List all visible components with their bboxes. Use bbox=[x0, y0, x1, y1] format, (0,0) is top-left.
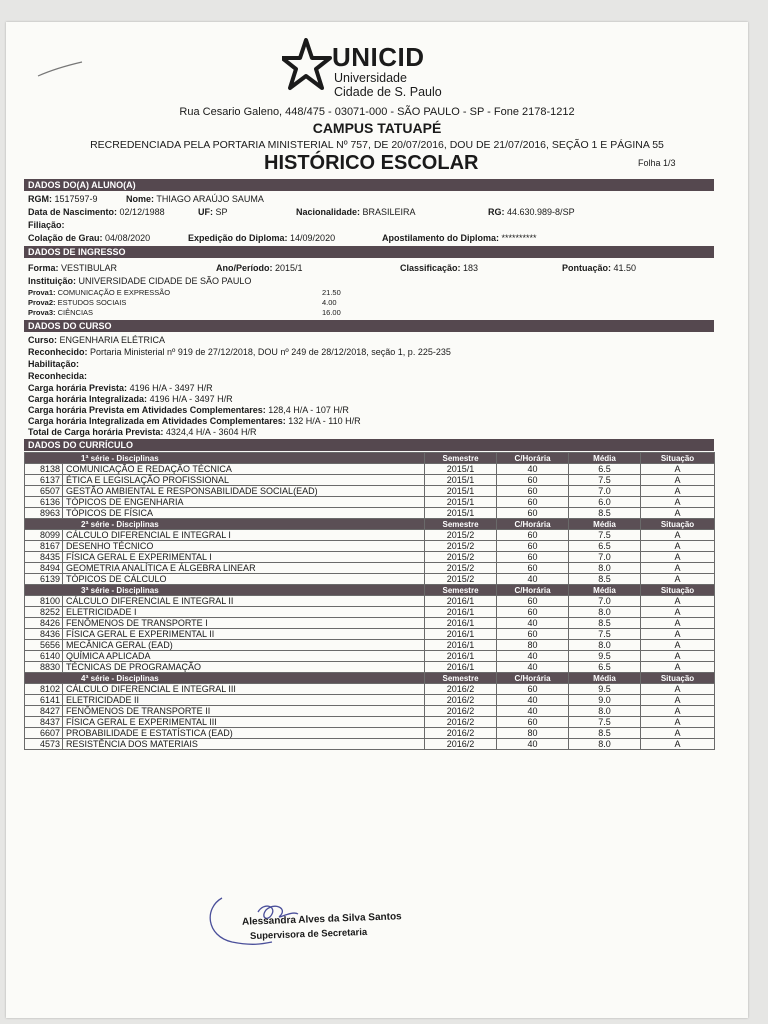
carga-horaria: 60 bbox=[497, 486, 569, 497]
discipline-code: 8494 bbox=[25, 563, 63, 574]
discipline-code: 8436 bbox=[25, 629, 63, 640]
carga-horaria: 40 bbox=[497, 662, 569, 673]
situacao: A bbox=[641, 552, 715, 563]
col-situacao-header: Situação bbox=[641, 673, 715, 684]
table-row bbox=[25, 475, 715, 486]
media: 8.0 bbox=[569, 706, 641, 717]
carga-horaria: 40 bbox=[497, 574, 569, 585]
table-row bbox=[25, 684, 715, 695]
discipline-code: 6607 bbox=[25, 728, 63, 739]
situacao: A bbox=[641, 629, 715, 640]
col-semestre-header: Semestre bbox=[425, 673, 497, 684]
media: 9.0 bbox=[569, 695, 641, 706]
table-row bbox=[25, 508, 715, 519]
unicid-logo bbox=[282, 38, 452, 98]
campus-name: CAMPUS TATUAPÉ bbox=[312, 120, 442, 136]
discipline-name: DESENHO TÉCNICO bbox=[63, 541, 425, 552]
table-row bbox=[25, 695, 715, 706]
situacao: A bbox=[641, 618, 715, 629]
table-row bbox=[25, 706, 715, 717]
situacao: A bbox=[641, 563, 715, 574]
col-semestre-header: Semestre bbox=[425, 453, 497, 464]
semester: 2016/1 bbox=[425, 596, 497, 607]
prova-3-score: 16.00 bbox=[322, 308, 341, 317]
col-carga-horaria-header: C/Horária bbox=[497, 519, 569, 530]
situacao: A bbox=[641, 706, 715, 717]
situacao: A bbox=[641, 739, 715, 750]
serie-header-row bbox=[25, 519, 715, 530]
serie-header-row bbox=[25, 585, 715, 596]
ch-prevista-field: Carga horária Prevista: 4196 H/A - 3497 H/R bbox=[28, 383, 213, 393]
carga-horaria: 40 bbox=[497, 464, 569, 475]
signatory-role: Supervisora de Secretaria bbox=[249, 926, 368, 943]
ch-prevista-ac-field: Carga horária Prevista em Atividades Complementares: 128,4 H/A - 107 H/R bbox=[28, 405, 349, 415]
col-situacao-header: Situação bbox=[641, 519, 715, 530]
semester: 2016/2 bbox=[425, 684, 497, 695]
discipline-name: CÁLCULO DIFERENCIAL E INTEGRAL III bbox=[63, 684, 425, 695]
rgm-field: RGM: 1517597-9 bbox=[28, 194, 98, 204]
reconhecido-field: Reconhecido: Portaria Ministerial nº 919 de 27/12/2018, DOU nº 249 de 28/12/2018, seção 1, p. 225-235 bbox=[28, 347, 451, 357]
carga-horaria: 60 bbox=[497, 530, 569, 541]
table-row bbox=[25, 739, 715, 750]
discipline-code: 6137 bbox=[25, 475, 63, 486]
semester: 2015/2 bbox=[425, 563, 497, 574]
apostilamento-field: Apostilamento do Diploma: ********** bbox=[382, 233, 537, 243]
semester: 2016/2 bbox=[425, 706, 497, 717]
nacionalidade-field: Nacionalidade: BRASILEIRA bbox=[296, 207, 416, 217]
semester: 2016/2 bbox=[425, 695, 497, 706]
situacao: A bbox=[641, 497, 715, 508]
situacao: A bbox=[641, 541, 715, 552]
nome-field: Nome: THIAGO ARAÚJO SAUMA bbox=[126, 194, 264, 204]
media: 8.5 bbox=[569, 508, 641, 519]
logo-subtitle-1: Universidade bbox=[334, 71, 407, 85]
rg-field: RG: 44.630.989-8/SP bbox=[488, 207, 575, 217]
table-row bbox=[25, 552, 715, 563]
discipline-name: FÍSICA GERAL E EXPERIMENTAL III bbox=[63, 717, 425, 728]
discipline-code: 6136 bbox=[25, 497, 63, 508]
semester: 2016/1 bbox=[425, 662, 497, 673]
table-row bbox=[25, 464, 715, 475]
semester: 2016/1 bbox=[425, 629, 497, 640]
semester: 2016/1 bbox=[425, 651, 497, 662]
table-row bbox=[25, 717, 715, 728]
col-media-header: Média bbox=[569, 585, 641, 596]
media: 8.0 bbox=[569, 640, 641, 651]
section-header-aluno: DADOS DO(A) ALUNO(A) bbox=[24, 179, 714, 191]
col-carga-horaria-header: C/Horária bbox=[497, 453, 569, 464]
serie-title: 2ª série - Disciplinas bbox=[25, 519, 425, 530]
carga-horaria: 40 bbox=[497, 706, 569, 717]
col-media-header: Média bbox=[569, 519, 641, 530]
table-row bbox=[25, 618, 715, 629]
discipline-name: CÁLCULO DIFERENCIAL E INTEGRAL II bbox=[63, 596, 425, 607]
table-row bbox=[25, 497, 715, 508]
semester: 2016/2 bbox=[425, 717, 497, 728]
semester: 2016/1 bbox=[425, 618, 497, 629]
media: 6.5 bbox=[569, 541, 641, 552]
table-row bbox=[25, 596, 715, 607]
grades-table bbox=[24, 452, 715, 750]
discipline-code: 6140 bbox=[25, 651, 63, 662]
ch-integralizada-field: Carga horária Integralizada: 4196 H/A - 3497 H/R bbox=[28, 394, 233, 404]
signatory-name: Alessandra Alves da Silva Santos bbox=[241, 911, 402, 928]
discipline-code: 8427 bbox=[25, 706, 63, 717]
document-title: HISTÓRICO ESCOLAR bbox=[264, 152, 479, 174]
semester: 2015/1 bbox=[425, 464, 497, 475]
semester: 2015/2 bbox=[425, 541, 497, 552]
media: 7.0 bbox=[569, 552, 641, 563]
semester: 2015/1 bbox=[425, 486, 497, 497]
serie-title: 3ª série - Disciplinas bbox=[25, 585, 425, 596]
expedicao-field: Expedição do Diploma: 14/09/2020 bbox=[188, 233, 336, 243]
serie-header-row bbox=[25, 453, 715, 464]
carga-horaria: 60 bbox=[497, 541, 569, 552]
serie-title: 1ª série - Disciplinas bbox=[25, 453, 425, 464]
discipline-code: 8963 bbox=[25, 508, 63, 519]
discipline-name: CÁLCULO DIFERENCIAL E INTEGRAL I bbox=[63, 530, 425, 541]
discipline-code: 6141 bbox=[25, 695, 63, 706]
carga-horaria: 40 bbox=[497, 695, 569, 706]
situacao: A bbox=[641, 640, 715, 651]
section-header-ingresso: DADOS DE INGRESSO bbox=[24, 246, 714, 258]
semester: 2015/1 bbox=[425, 508, 497, 519]
forma-field: Forma: VESTIBULAR bbox=[28, 263, 118, 273]
discipline-name: QUÍMICA APLICADA bbox=[63, 651, 425, 662]
filiacao-field: Filiação: bbox=[28, 220, 65, 230]
curso-field: Curso: ENGENHARIA ELÉTRICA bbox=[28, 335, 166, 345]
ch-integralizada-ac-field: Carga horária Integralizada em Atividades Complementares: 132 H/A - 110 H/R bbox=[28, 416, 361, 426]
discipline-name: RESISTÊNCIA DOS MATERIAIS bbox=[63, 739, 425, 750]
semester: 2016/1 bbox=[425, 607, 497, 618]
discipline-name: ÉTICA E LEGISLAÇÃO PROFISSIONAL bbox=[63, 475, 425, 486]
discipline-code: 8252 bbox=[25, 607, 63, 618]
table-row bbox=[25, 629, 715, 640]
semester: 2015/1 bbox=[425, 475, 497, 486]
serie-title: 4ª série - Disciplinas bbox=[25, 673, 425, 684]
portaria-line: RECREDENCIADA PELA PORTARIA MINISTERIAL Nº 757, DE 20/07/2016, DOU DE 21/07/2016, SEÇÃO 1 E PÁGINA 55 bbox=[90, 139, 664, 151]
discipline-code: 8138 bbox=[25, 464, 63, 475]
page-number: Folha 1/3 bbox=[638, 158, 676, 168]
media: 6.0 bbox=[569, 497, 641, 508]
media: 6.5 bbox=[569, 464, 641, 475]
col-situacao-header: Situação bbox=[641, 453, 715, 464]
carga-horaria: 60 bbox=[497, 475, 569, 486]
discipline-name: FENÔMENOS DE TRANSPORTE I bbox=[63, 618, 425, 629]
prova-3: Prova3: CIÊNCIAS bbox=[28, 308, 94, 317]
discipline-code: 6139 bbox=[25, 574, 63, 585]
carga-horaria: 60 bbox=[497, 684, 569, 695]
discipline-code: 8437 bbox=[25, 717, 63, 728]
discipline-name: FÍSICA GERAL E EXPERIMENTAL II bbox=[63, 629, 425, 640]
discipline-code: 4573 bbox=[25, 739, 63, 750]
discipline-name: TÓPICOS DE ENGENHARIA bbox=[63, 497, 425, 508]
media: 8.5 bbox=[569, 618, 641, 629]
discipline-name: GESTÃO AMBIENTAL E RESPONSABILIDADE SOCIAL(EAD) bbox=[63, 486, 425, 497]
col-semestre-header: Semestre bbox=[425, 585, 497, 596]
media: 7.5 bbox=[569, 717, 641, 728]
media: 8.0 bbox=[569, 739, 641, 750]
table-row bbox=[25, 728, 715, 739]
situacao: A bbox=[641, 695, 715, 706]
serie-header-row bbox=[25, 673, 715, 684]
discipline-code: 8099 bbox=[25, 530, 63, 541]
classificacao-field: Classificação: 183 bbox=[400, 263, 479, 273]
carga-horaria: 60 bbox=[497, 717, 569, 728]
table-row bbox=[25, 486, 715, 497]
pontuacao-field: Pontuação: 41.50 bbox=[562, 263, 637, 273]
semester: 2015/2 bbox=[425, 574, 497, 585]
discipline-name: TÓPICOS DE CÁLCULO bbox=[63, 574, 425, 585]
logo-name: UNICID bbox=[332, 42, 425, 72]
discipline-name: TÓPICOS DE FÍSICA bbox=[63, 508, 425, 519]
discipline-code: 5656 bbox=[25, 640, 63, 651]
prova-1-score: 21.50 bbox=[322, 288, 341, 297]
table-row bbox=[25, 607, 715, 618]
discipline-name: COMUNICAÇÃO E REDAÇÃO TÉCNICA bbox=[63, 464, 425, 475]
carga-horaria: 80 bbox=[497, 728, 569, 739]
col-media-header: Média bbox=[569, 453, 641, 464]
media: 8.5 bbox=[569, 728, 641, 739]
media: 7.5 bbox=[569, 629, 641, 640]
prova-2: Prova2: ESTUDOS SOCIAIS bbox=[28, 298, 127, 307]
media: 7.0 bbox=[569, 486, 641, 497]
discipline-name: ELETRICIDADE I bbox=[63, 607, 425, 618]
media: 9.5 bbox=[569, 684, 641, 695]
nascimento-field: Data de Nascimento: 02/12/1988 bbox=[28, 207, 165, 217]
reconhecida-field: Reconhecida: bbox=[28, 371, 88, 381]
discipline-name: MECÂNICA GERAL (EAD) bbox=[63, 640, 425, 651]
col-situacao-header: Situação bbox=[641, 585, 715, 596]
semester: 2016/2 bbox=[425, 739, 497, 750]
table-row bbox=[25, 651, 715, 662]
table-row bbox=[25, 574, 715, 585]
situacao: A bbox=[641, 717, 715, 728]
pen-mark bbox=[36, 60, 86, 85]
situacao: A bbox=[641, 728, 715, 739]
media: 7.0 bbox=[569, 596, 641, 607]
media: 6.5 bbox=[569, 662, 641, 673]
col-semestre-header: Semestre bbox=[425, 519, 497, 530]
carga-horaria: 60 bbox=[497, 497, 569, 508]
situacao: A bbox=[641, 464, 715, 475]
carga-horaria: 60 bbox=[497, 596, 569, 607]
discipline-name: FENÔMENOS DE TRANSPORTE II bbox=[63, 706, 425, 717]
carga-horaria: 40 bbox=[497, 651, 569, 662]
uf-field: UF: SP bbox=[198, 207, 228, 217]
semester: 2015/2 bbox=[425, 530, 497, 541]
col-media-header: Média bbox=[569, 673, 641, 684]
table-row bbox=[25, 640, 715, 651]
table-row bbox=[25, 530, 715, 541]
media: 8.0 bbox=[569, 607, 641, 618]
situacao: A bbox=[641, 574, 715, 585]
situacao: A bbox=[641, 508, 715, 519]
colacao-field: Colação de Grau: 04/08/2020 bbox=[28, 233, 151, 243]
prova-2-score: 4.00 bbox=[322, 298, 337, 307]
semester: 2016/2 bbox=[425, 728, 497, 739]
discipline-code: 8830 bbox=[25, 662, 63, 673]
discipline-name: PROBABILIDADE E ESTATÍSTICA (EAD) bbox=[63, 728, 425, 739]
table-row bbox=[25, 563, 715, 574]
discipline-code: 8102 bbox=[25, 684, 63, 695]
media: 8.0 bbox=[569, 563, 641, 574]
prova-1: Prova1: COMUNICAÇÃO E EXPRESSÃO bbox=[28, 288, 171, 297]
ch-total-field: Total de Carga horária Prevista: 4324,4 H/A - 3604 H/R bbox=[28, 427, 257, 437]
logo-subtitle-2: Cidade de S. Paulo bbox=[334, 85, 442, 99]
ano-periodo-field: Ano/Período: 2015/1 bbox=[216, 263, 303, 273]
section-header-curso: DADOS DO CURSO bbox=[24, 320, 714, 332]
discipline-name: GEOMETRIA ANALÍTICA E ÁLGEBRA LINEAR bbox=[63, 563, 425, 574]
media: 8.5 bbox=[569, 574, 641, 585]
carga-horaria: 60 bbox=[497, 629, 569, 640]
carga-horaria: 60 bbox=[497, 563, 569, 574]
col-carga-horaria-header: C/Horária bbox=[497, 673, 569, 684]
address-line: Rua Cesario Galeno, 448/475 - 03071-000 - SÃO PAULO - SP - Fone 2178-1212 bbox=[179, 106, 575, 118]
discipline-code: 8435 bbox=[25, 552, 63, 563]
semester: 2015/1 bbox=[425, 497, 497, 508]
situacao: A bbox=[641, 651, 715, 662]
discipline-code: 8167 bbox=[25, 541, 63, 552]
discipline-code: 6507 bbox=[25, 486, 63, 497]
media: 7.5 bbox=[569, 530, 641, 541]
instituicao-field: Instituição: UNIVERSIDADE CIDADE DE SÃO PAULO bbox=[28, 276, 252, 286]
situacao: A bbox=[641, 662, 715, 673]
semester: 2016/1 bbox=[425, 640, 497, 651]
situacao: A bbox=[641, 475, 715, 486]
situacao: A bbox=[641, 596, 715, 607]
discipline-code: 8100 bbox=[25, 596, 63, 607]
habilitacao-field: Habilitação: bbox=[28, 359, 80, 369]
discipline-name: TÉCNICAS DE PROGRAMAÇÃO bbox=[63, 662, 425, 673]
discipline-code: 8426 bbox=[25, 618, 63, 629]
table-row bbox=[25, 541, 715, 552]
carga-horaria: 60 bbox=[497, 508, 569, 519]
section-header-curriculo: DADOS DO CURRÍCULO bbox=[24, 439, 714, 451]
star-logo-icon bbox=[282, 38, 332, 96]
situacao: A bbox=[641, 684, 715, 695]
media: 7.5 bbox=[569, 475, 641, 486]
carga-horaria: 40 bbox=[497, 739, 569, 750]
media: 9.5 bbox=[569, 651, 641, 662]
situacao: A bbox=[641, 486, 715, 497]
discipline-name: ELETRICIDADE II bbox=[63, 695, 425, 706]
col-carga-horaria-header: C/Horária bbox=[497, 585, 569, 596]
situacao: A bbox=[641, 607, 715, 618]
situacao: A bbox=[641, 530, 715, 541]
discipline-name: FÍSICA GERAL E EXPERIMENTAL I bbox=[63, 552, 425, 563]
carga-horaria: 40 bbox=[497, 618, 569, 629]
table-row bbox=[25, 662, 715, 673]
carga-horaria: 60 bbox=[497, 607, 569, 618]
transcript-page bbox=[6, 22, 748, 1018]
carga-horaria: 80 bbox=[497, 640, 569, 651]
semester: 2015/2 bbox=[425, 552, 497, 563]
carga-horaria: 60 bbox=[497, 552, 569, 563]
